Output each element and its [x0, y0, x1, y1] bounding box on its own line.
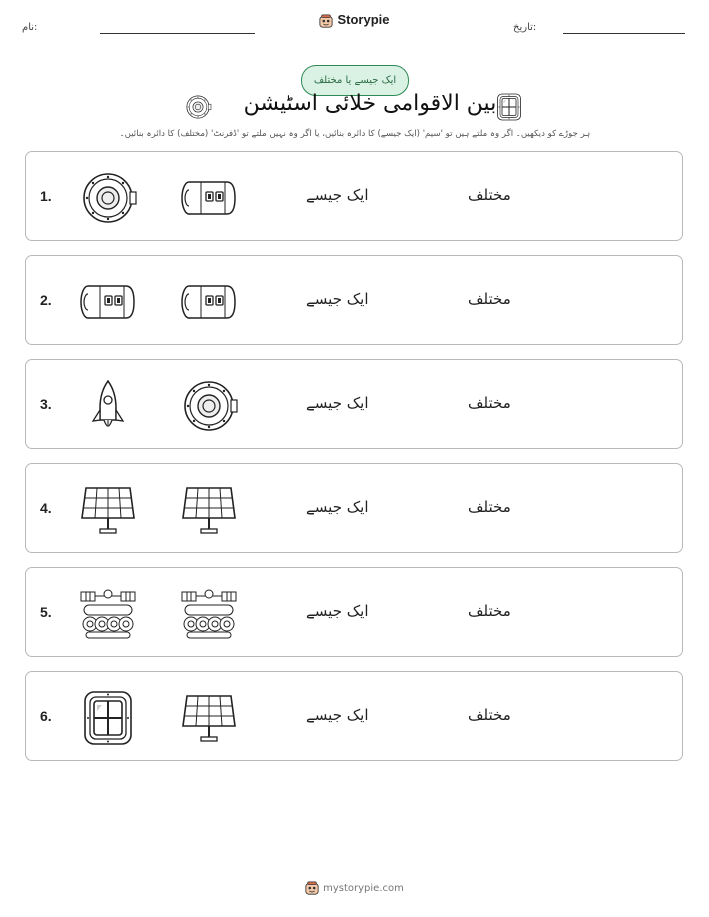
storypie-logo-icon — [319, 14, 333, 28]
porthole-icon — [78, 170, 138, 226]
option-same[interactable]: ایک جیسے — [306, 290, 369, 308]
porthole-icon — [184, 94, 212, 120]
instructions: ہر جوڑے کو دیکھیں۔ اگر وہ ملتے ہیں تو 'سیم' (ایک جیسے) کا دائرہ بنائیں، یا اگر وہ نہیں ملتے تو 'ڈفرنٹ' (مختلف) کا دائرہ بنائیں۔ — [119, 129, 591, 139]
question-row — [25, 255, 683, 345]
option-different[interactable]: مختلف — [468, 498, 511, 516]
question-number: 6. — [40, 708, 52, 724]
option-different[interactable]: مختلف — [468, 706, 511, 724]
worksheet-type-badge: ایک جیسے یا مختلف — [301, 65, 409, 96]
space-module-icon — [78, 274, 138, 330]
question-row — [25, 463, 683, 553]
name-line — [100, 33, 255, 34]
question-number: 3. — [40, 396, 52, 412]
space-station-icon — [78, 586, 138, 642]
solar-panel-icon — [179, 690, 239, 746]
window-icon — [78, 690, 138, 746]
date-label: تاریخ: — [513, 22, 537, 33]
solar-panel-icon — [179, 482, 239, 538]
question-row — [25, 359, 683, 449]
option-different[interactable]: مختلف — [468, 602, 511, 620]
option-same[interactable]: ایک جیسے — [306, 498, 369, 516]
rocket-icon — [78, 378, 138, 434]
storypie-logo-icon — [305, 881, 319, 895]
option-same[interactable]: ایک جیسے — [306, 394, 369, 412]
question-number: 5. — [40, 604, 52, 620]
footer-link[interactable]: mystorypie.com — [323, 883, 404, 894]
question-number: 2. — [40, 292, 52, 308]
brand-name: Storypie — [337, 12, 390, 27]
question-number: 1. — [40, 188, 52, 204]
question-row — [25, 567, 683, 657]
option-different[interactable]: مختلف — [468, 394, 511, 412]
space-module-icon — [179, 274, 239, 330]
option-same[interactable]: ایک جیسے — [306, 186, 369, 204]
name-label: نام: — [22, 22, 38, 33]
space-module-icon — [179, 170, 239, 226]
date-line — [563, 33, 685, 34]
option-different[interactable]: مختلف — [468, 186, 511, 204]
option-same[interactable]: ایک جیسے — [306, 706, 369, 724]
question-number: 4. — [40, 500, 52, 516]
option-same[interactable]: ایک جیسے — [306, 602, 369, 620]
space-station-icon — [179, 586, 239, 642]
question-row — [25, 151, 683, 241]
question-row — [25, 671, 683, 761]
footer — [0, 881, 709, 895]
solar-panel-icon — [78, 482, 138, 538]
porthole-icon — [179, 378, 239, 434]
brand — [0, 12, 709, 28]
page-title: بین الاقوامی خلائی اسٹیشن — [243, 91, 497, 116]
option-different[interactable]: مختلف — [468, 290, 511, 308]
